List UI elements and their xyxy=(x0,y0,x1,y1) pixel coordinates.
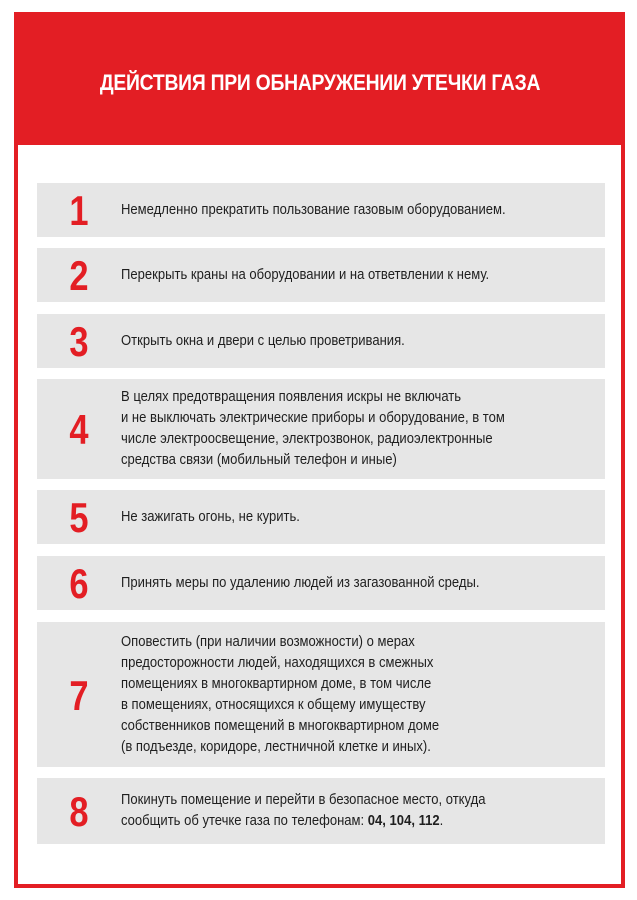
page-title: ДЕЙСТВИЯ ПРИ ОБНАРУЖЕНИИ УТЕЧКИ ГАЗА xyxy=(99,69,540,95)
step-text xyxy=(121,790,557,832)
step-1 xyxy=(37,183,605,237)
step-number: 8 xyxy=(69,788,89,835)
step-text: В целях предотвращения появления искры не включать и не выключать электрические приборы и оборудование, в том числе электроосвещение, электрозвонок, радиоэлектронные средства связи (мобильный телефон и иные) xyxy=(121,389,505,468)
step-7 xyxy=(37,622,605,767)
step-text: Перекрыть краны на оборудовании и на ответвлении к нему. xyxy=(121,266,490,283)
step-text: Немедленно прекратить пользование газовым оборудованием. xyxy=(121,201,506,218)
step-number: 5 xyxy=(69,494,89,541)
step-6 xyxy=(37,556,605,610)
header-banner xyxy=(18,16,621,145)
step-2 xyxy=(37,248,605,302)
poster-frame xyxy=(14,12,625,888)
step-number: 7 xyxy=(69,671,89,719)
step-number: 2 xyxy=(69,252,89,299)
step-number: 4 xyxy=(69,406,89,453)
step-3 xyxy=(37,314,605,368)
step-number: 3 xyxy=(69,318,89,365)
step-4 xyxy=(37,379,605,479)
step-5 xyxy=(37,490,605,544)
step-number: 6 xyxy=(69,560,89,607)
step-text: Не зажигать огонь, не курить. xyxy=(121,508,300,525)
step-8 xyxy=(37,778,605,844)
step-text: Открыть окна и двери с целью проветривания. xyxy=(121,332,405,349)
emergency-phone-numbers: 04, 104, 112 xyxy=(367,813,440,829)
step-text: Оповестить (при наличии возможности) о мерах предосторожности людей, находящихся в смежных помещениях в многоквартирном доме, в том числе в помещениях, относящихся к общему имуществу собственников помещений в многоквартирном доме (в подъезде, коридоре, лестничной клетке и иных). xyxy=(121,633,440,755)
step-number: 1 xyxy=(69,187,89,234)
step-text-suffix: . xyxy=(439,813,444,829)
step-text: Принять меры по удалению людей из загазованной среды. xyxy=(121,574,480,591)
step-text-main: Покинуть помещение и перейти в безопасное место, откуда сообщить об утечке газа по телефонам: xyxy=(121,792,486,829)
